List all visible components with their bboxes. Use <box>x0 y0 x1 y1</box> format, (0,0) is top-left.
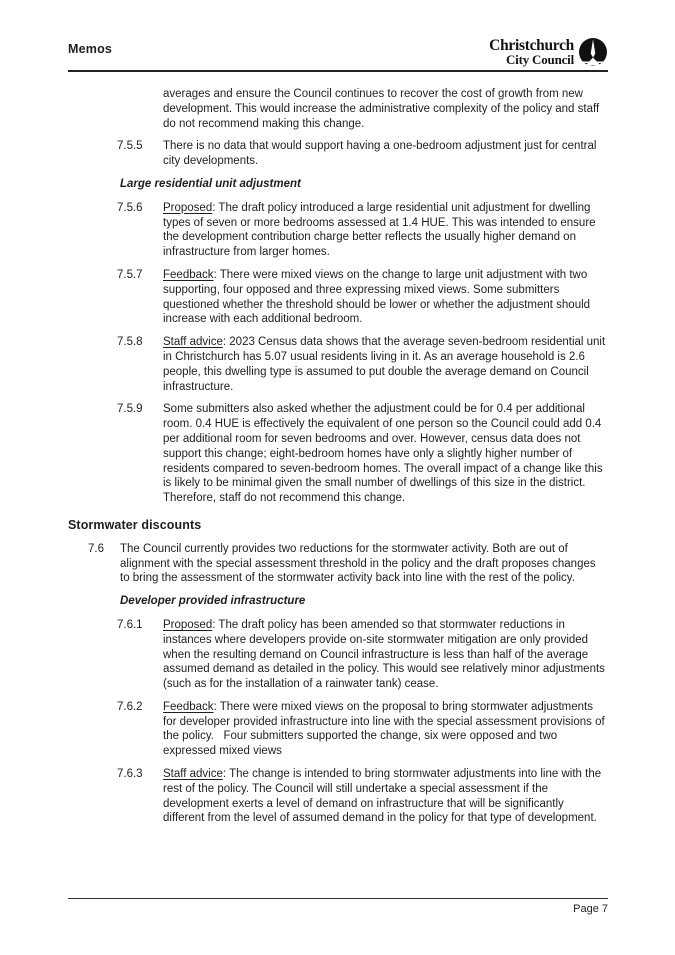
paragraph-lead: Proposed <box>163 201 213 214</box>
paragraph-lead: Staff advice <box>163 336 223 349</box>
header-title: Memos <box>68 42 113 56</box>
paragraph-text <box>163 402 608 506</box>
paragraph-number: 7.5.7 <box>117 268 143 281</box>
paragraph-text <box>163 700 608 759</box>
council-emblem-icon <box>578 37 608 67</box>
paragraph-text <box>163 201 608 260</box>
paragraph-row <box>68 139 608 169</box>
paragraph-body: : 2023 Census data shows that the average seven-bedroom residential unit in Christchurch has 5.07 usual residents living in it. As an average household is 2.6 people, this dwelling type is assumed to put double the average demand on Council infrastructure. <box>163 336 609 393</box>
paragraph-body: : The draft policy has been amended so that stormwater reductions in instances where developers provide on-site stormwater mitigation are only provided when the resulting demand on Council infrastructure is less than half of the average assumed demand as detailed in the policy. This would see relatively minor adjustments (such as for the installation of a rainwater tank) cease. <box>163 618 609 691</box>
paragraph-lead: Staff advice <box>163 768 223 781</box>
logo-text-line1: Christchurch <box>489 36 574 54</box>
paragraph-body: : The draft policy introduced a large residential unit adjustment for dwelling types of seven or more bedrooms assessed at 1.4 HUE. This was intended to ensure the development contribution charge better reflects the usually higher demand on infrastructure from larger homes. <box>163 201 599 259</box>
paragraph-number: 7.5.8 <box>117 336 143 349</box>
paragraph-body: : The change is intended to bring stormwater adjustments into line with the rest of the policy. The Council will still undertake a special assessment if the development exerts a level of demand on infrastructure that will be significantly different from the level of assumed demand in the policy for that type of development. <box>163 768 605 825</box>
paragraph-row <box>68 402 608 506</box>
paragraph-lead: Proposed <box>163 618 213 631</box>
paragraph-body: The Council currently provides two reductions for the stormwater activity. Both are out of alignment with the special assessment threshold in the policy and the draft proposes changes to bring the assessment of the stormwater activity back into line with the rest of the policy. <box>120 542 599 585</box>
paragraph-number <box>117 87 163 131</box>
paragraph-number: 7.6 <box>88 542 104 555</box>
paragraph-text <box>163 87 608 131</box>
paragraph-text <box>163 767 608 826</box>
document-body <box>68 72 608 826</box>
paragraph-body: There is no data that would support having a one-bedroom adjustment just for central city developments. <box>163 140 600 168</box>
paragraph-number: 7.5.9 <box>117 403 143 416</box>
paragraph-body: : There were mixed views on the change to large unit adjustment with two supporting, four opposed and three expressing mixed views. Some submitters questioned whether the threshold should be lower or whether the adjustment should increase with each additional bedroom. <box>163 268 594 326</box>
page-footer <box>68 898 608 917</box>
paragraph-text <box>120 542 608 586</box>
paragraph-number: 7.6.3 <box>117 768 143 781</box>
subsection-heading: Developer provided infrastructure <box>120 595 306 608</box>
subsection-heading: Large residential unit adjustment <box>120 177 301 190</box>
council-logo-wordmark <box>489 38 574 67</box>
logo-text-line2: City Council <box>505 52 574 68</box>
paragraph-number: 7.6.2 <box>117 700 143 713</box>
section-heading: Stormwater discounts <box>68 517 202 532</box>
paragraph-row <box>68 201 608 260</box>
paragraph-row <box>68 618 608 692</box>
paragraph-text <box>163 618 608 692</box>
paragraph-row <box>68 87 608 131</box>
paragraph-body: averages and ensure the Council continues to recover the cost of growth from new development. This would increase the administrative complexity of the policy and staff do not recommend making this change. <box>163 88 603 130</box>
paragraph-row <box>68 700 608 759</box>
paragraph-number: 7.5.5 <box>117 140 143 153</box>
paragraph-lead: Feedback <box>163 268 214 281</box>
council-logo <box>489 37 608 67</box>
paragraph-body: Some submitters also asked whether the adjustment could be for 0.4 per additional room. 0.4 HUE is effectively the equivalent of one person so the Council could add 0.4 per additional room for seven bedrooms and over. However, census data does not support this change; eight-bedroom homes have only a slightly higher number of residents compared to seven-bedroom homes. The overall impact of a change like this is likely to be minimal given the small number of dwellings of this size in the district. Therefore, staff do not recommend this change. <box>163 403 606 505</box>
paragraph-row <box>68 335 608 394</box>
paragraph-text <box>163 139 608 169</box>
page-number: Page 7 <box>573 903 608 915</box>
paragraph-number: 7.6.1 <box>117 618 143 631</box>
paragraph-number: 7.5.6 <box>117 201 143 214</box>
paragraph-row <box>68 767 608 826</box>
page-header <box>68 0 608 72</box>
paragraph-body: : There were mixed views on the proposal to bring stormwater adjustments for developer provided infrastructure into line with the special assessment provisions of the policy. Four submitters supported the change, six were opposed and two expressed mixed views <box>163 700 608 758</box>
paragraph-row <box>68 542 608 586</box>
paragraph-text <box>163 335 608 394</box>
paragraph-text <box>163 268 608 327</box>
paragraph-lead: Feedback <box>163 700 214 713</box>
paragraph-row <box>68 268 608 327</box>
